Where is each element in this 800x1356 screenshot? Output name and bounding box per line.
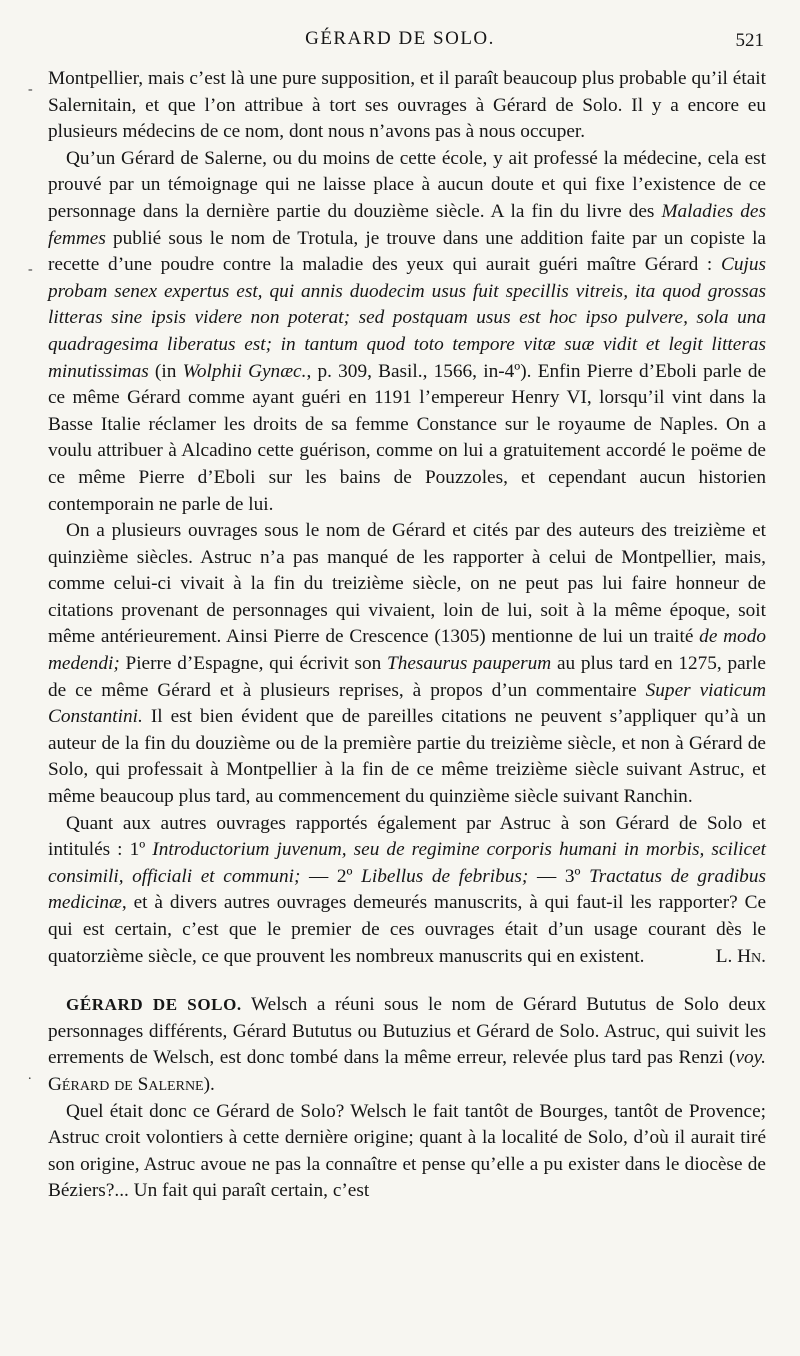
text-run: Il est bien évident que de pareilles citations ne peuvent s’appliquer qu’à un auteur de la fin du douzième ou de la première partie du treizième siècle, et non à Gérard de Solo, qui professait à Montpellier à la fin de ce même treizième siècle suivant Astruc, et même beaucoup plus tard, au commencement du quinzième siècle suivant Ranchin. (48, 706, 766, 808)
margin-mark: - (28, 82, 33, 97)
italic-title: Libellus de febribus; (361, 865, 529, 887)
author-signature: L. Hn. (715, 945, 766, 967)
text-run: Welsch a réuni sous le nom de Gérard Bututus de Solo deux personnages différents, Gérard Bututus ou Butuzius et Gérard de Solo. Astruc, qui suivit les errements de Welsch, est donc tombé dans la même erreur, relevée plus tard pas Renzi ( (48, 994, 766, 1069)
text-run: On a plusieurs ouvrages sous le nom de Gérard et cités par des auteurs des treizième et quinzième siècles. Astruc n’a pas manqué de les rapporter à celui de Montpellier, mais, comme celui-ci vivait à la fin du treizième siècle, on ne peut pas lui faire honneur de citations provenant de personnages qui vivaient, loin de lui, soit à la même époque, soit même antérieurement. Ainsi Pierre de Crescence (1305) mentionne de lui un traité (48, 520, 766, 648)
main-text (48, 66, 766, 1205)
italic-title: Tractatus de gradibus medicinæ (48, 865, 766, 914)
article-separator (48, 970, 766, 992)
italic-title: Super viaticum Constantini. (48, 679, 766, 728)
entry-heading: GÉRARD DE SOLO. (66, 995, 242, 1015)
text-run: — 3º (528, 865, 590, 887)
page-header (0, 28, 800, 62)
paragraph (48, 146, 766, 518)
paragraph (48, 992, 766, 1098)
paragraph (48, 518, 766, 811)
text-run: (in (148, 360, 183, 382)
text-run: , et à divers autres ouvrages demeurés manuscrits, à qui faut-il les rapporter? Ce qui est certain, c’est que le premier de ces ouvrages était d’un usage courant dès le quatorzième siècle, ce que prouvent les nombreux manuscrits qui en existent. (48, 892, 766, 967)
italic-title: Wolphii Gynæc. (182, 360, 307, 382)
paragraph: Montpellier, mais c’est là une pure supposition, et il paraît beaucoup plus probable qu’il était Salernitain, et que l’on attribue à tort ses ouvrages à Gérard de Solo. Il y a encore eu plusieurs médecins de ce nom, dont nous n’avons pas à nous occuper. (48, 68, 766, 143)
cross-reference: Gérard de Salerne (48, 1073, 204, 1095)
text-run: ). (203, 1073, 215, 1095)
page-number: 521 (735, 30, 764, 51)
italic-title: de modo medendi; (48, 626, 766, 675)
italic-title: Maladies des femmes (48, 200, 766, 249)
text-run: — 2º (300, 865, 362, 887)
text-run: , p. 309, Basil., 1566, in-4º). Enfin Pierre d’Eboli parle de ce même Gérard comme ayant guéri en 1191 l’empereur Henry VI, lorsqu’il vint dans la Basse Italie réclamer les droits de sa femme Constance sur le royaume de Naples. On a voulu attribuer à Alcadino cette guérison, comme on lui a gratuitement accordé le poëme de ce même Pierre d’Eboli sur les bains de Pouzzoles, et cependant aucun historien contemporain ne parle de lui. (48, 360, 767, 515)
text-run: Quant aux autres ouvrages rapportés également par Astruc à son Gérard de Solo et intitulés : 1º (48, 812, 766, 861)
latin-quote: Cujus probam senex expertus est, qui annis duodecim usus fuit specillis vitreis, ita quod grossas litteras sine ipsis videre non poterat; sed postquam usus est hoc ipso pulvere, sola una quadragesima liberatus est; in tantum quod toto tempore vitæ suæ vidit et legit litteras minutissimas (48, 254, 766, 382)
running-title: GÉRARD DE SOLO. (305, 28, 495, 49)
text-run: Qu’un Gérard de Salerne, ou du moins de cette école, y ait professé la médecine, cela est prouvé par un témoignage qui ne laisse place à aucun doute et qui fixe l’existence de ce personnage dans la dernière partie du douzième siècle. A la fin du livre des (48, 147, 766, 222)
text-run: publié sous le nom de Trotula, je trouve dans une addition faite par un copiste la recette d’une poudre contre la maladie des yeux qui aurait guéri maître Gérard : (48, 227, 766, 276)
italic-title: Thesaurus pauperum (386, 653, 552, 675)
paragraph: Quel était donc ce Gérard de Solo? Welsch le fait tantôt de Bourges, tantôt de Provence; Astruc croit volontiers à cette dernière origine; quant à la localité de Solo, d’où il aurait tiré son origine, Astruc avoue ne pas la connaître et pense qu’elle a pu exister dans le diocèse de Béziers?... Un fait qui paraît certain, c’est (48, 1100, 766, 1202)
italic-word: voy. (735, 1047, 766, 1069)
text-run: au plus tard en 1275, parle de ce même Gérard et à plusieurs reprises, à propos d’un commentaire (48, 653, 766, 701)
margin-mark: . (28, 1068, 32, 1083)
text-run: Pierre d’Espagne, qui écrivit son (119, 653, 387, 675)
italic-title: Introductorium juvenum, seu de regimine corporis humani in morbis, scilicet consimili, officiali et communi; (48, 839, 766, 887)
paragraph (48, 811, 766, 971)
margin-mark: - (28, 262, 33, 277)
